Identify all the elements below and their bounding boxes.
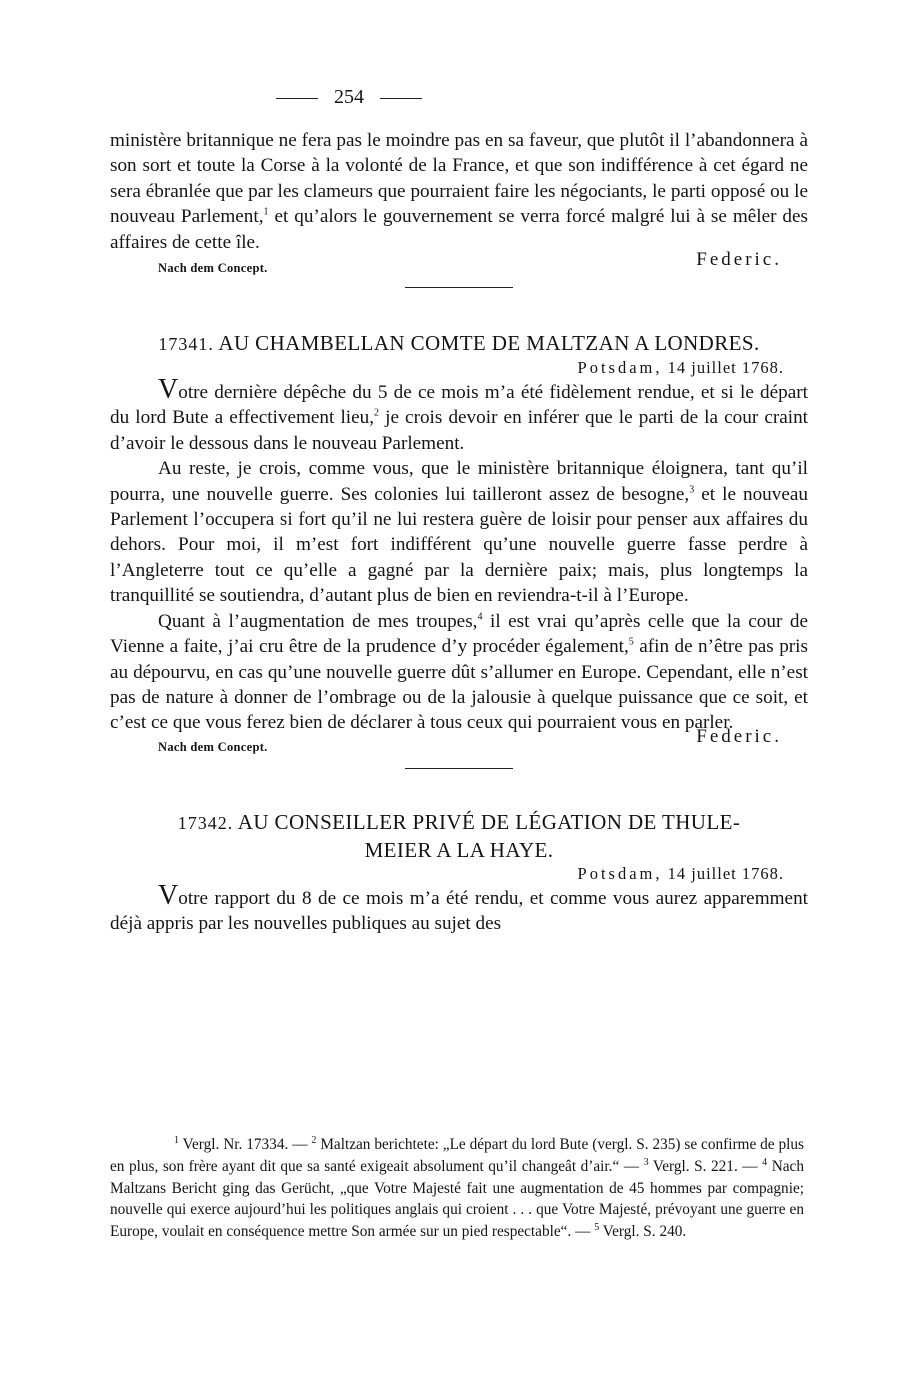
paragraph-text: il est vrai qu’après celle que la cour de Vienne a faite, j’ai cru être de la prudence d’y procéder également, xyxy=(110,610,808,658)
footnote-5: Vergl. S. 240. xyxy=(602,1223,687,1241)
footnote-mark-4: 4 xyxy=(762,1156,768,1168)
footnote-ref-4: 4 xyxy=(477,611,483,623)
footnote-mark-3: 3 xyxy=(643,1156,649,1168)
page-body xyxy=(110,128,808,937)
heading-line-1 xyxy=(110,809,808,837)
letter-17341-paragraph-1 xyxy=(110,374,808,456)
letter-17342-paragraph-1 xyxy=(110,879,808,937)
date: 14 juillet 1768. xyxy=(667,358,784,378)
letter-title-line-2: MEIER A LA HAYE. xyxy=(364,837,554,862)
date-place: Potsdam, xyxy=(577,358,663,378)
letter-17341-paragraph-2 xyxy=(110,456,808,608)
drop-cap: V xyxy=(158,374,179,406)
letter-number: 17341. xyxy=(158,334,214,355)
footnote-mark-2: 2 xyxy=(311,1134,317,1146)
letter-17341-paragraph-3 xyxy=(110,609,808,736)
letter-title-line-1: AU CONSEILLER PRIVÉ DE LÉGATION DE THULE- xyxy=(237,809,741,834)
footnotes xyxy=(110,1134,804,1243)
continuation-text: ministère britannique ne fera pas le moindre pas en sa faveur, que plutôt il l’abandonnera à son sort et toute la Corse à la volonté de la France, et que son indifférence à cet égard ne sera ébranlée que par les clameurs que pourraient faire les négociants, le parti opposé ou le nouveau Parlement, xyxy=(110,130,808,228)
date-place: Potsdam, xyxy=(577,863,663,883)
page-number: 254 xyxy=(334,86,364,108)
letter-number: 17342. xyxy=(177,812,234,833)
section-rule-2 xyxy=(405,768,513,769)
letter-title: AU CHAMBELLAN COMTE DE MALTZAN A LONDRES. xyxy=(218,331,760,356)
footnote-mark-5: 5 xyxy=(594,1222,600,1234)
footnote-2: Maltzan berichtete: „Le départ du lord Bute (vergl. S. 235) se confirme de plus en plus, son frère ayant dit que sa santé exigeait absolument qu’il changeât d’air.“ — xyxy=(110,1136,804,1175)
continuation-paragraph xyxy=(110,128,808,255)
continuation-text-2: et qu’alors le gouvernement se verra forcé malgré lui à se mêler des affaires de cette île. xyxy=(110,206,809,253)
closing-row-2 xyxy=(110,725,808,762)
paragraph-text: afin de n’être pas pris au dépourvu, en cas qu’une nouvelle guerre dût s’allumer en Europe. Cependant, elle n’est pas de nature à donner de l’ombrage ou de la jalousie à quelque puissance que ce soit, et c’est ce que vous ferez bien de déclarer à tous ceux qui pourraient vous en parler. xyxy=(110,636,808,734)
signature-1: Federic. xyxy=(696,249,782,271)
paragraph-text: je crois devoir en inférer que le parti de la cour craint d’avoir le dessous dans le nouveau Parlement. xyxy=(110,407,808,454)
signature-2: Federic. xyxy=(696,725,782,747)
closing-row-1 xyxy=(110,249,808,281)
letter-17342-heading xyxy=(110,809,808,864)
footnote-3: Vergl. S. 221. — xyxy=(652,1157,758,1175)
footnote-1: Vergl. Nr. 17334. — xyxy=(182,1136,308,1153)
paragraph-text: otre dernière dépêche du 5 de ce mois m’a été fidèlement rendue, et si le départ du lord Bute a effectivement lieu, xyxy=(110,382,808,429)
letter-17342-dateline xyxy=(110,864,808,884)
header-dash-left xyxy=(276,98,318,99)
concept-note-2: Nach dem Concept. xyxy=(158,739,268,754)
paragraph-text: et le nouveau Parlement l’occupera si fort qu’il ne lui restera guère de loisir pour penser aux affaires du dehors. Pour moi, il m’est fort indifférent qu’une nouvelle guerre fasse perdre à l’Angleterre tout ce qu’elle a gagné par la dernière paix; mais, plus longtemps la tranquillité se soutiendra, d’autant plus de bien en reviendra-t-il à l’Europe. xyxy=(110,483,808,607)
letter-17341-heading xyxy=(110,330,808,358)
paragraph-text: Quant à l’augmentation de mes troupes, xyxy=(158,610,478,632)
concept-note-1: Nach dem Concept. xyxy=(158,261,268,276)
paragraph-text: otre rapport du 8 de ce mois m’a été rendu, et comme vous aurez apparemment déjà appris par les nouvelles publiques au sujet des xyxy=(110,887,808,935)
footnote-ref-2: 2 xyxy=(374,408,380,420)
page-number-line xyxy=(0,86,698,109)
footnote-ref-5: 5 xyxy=(628,636,634,648)
footnote-ref-3: 3 xyxy=(689,484,695,496)
footnote-block xyxy=(110,1134,804,1243)
footnote-4: Nach Maltzans Bericht ging das Gerücht, „que Votre Majesté fait une augmentation de 45 hommes par compagnie; nouvelle qui exerce aujourd’hui les politiques anglais qui croient . . . que Votre Majesté, prévoyant une guerre en Europe, voulait en conséquence mettre Son armée sur un pied respectable“. — xyxy=(110,1157,804,1241)
paragraph-text: Au reste, je crois, comme vous, que le ministère britannique éloignera, tant qu’il pourra, une nouvelle guerre. Ses colonies lui tailleront assez de besogne, xyxy=(110,458,808,505)
footnote-ref-1: 1 xyxy=(263,206,269,218)
header-dash-right xyxy=(380,98,422,99)
letter-17341-dateline xyxy=(110,358,808,378)
drop-cap: V xyxy=(158,879,179,911)
date: 14 juillet 1768. xyxy=(667,863,784,883)
section-rule-1 xyxy=(405,287,513,288)
footnote-mark-1: 1 xyxy=(174,1134,179,1146)
